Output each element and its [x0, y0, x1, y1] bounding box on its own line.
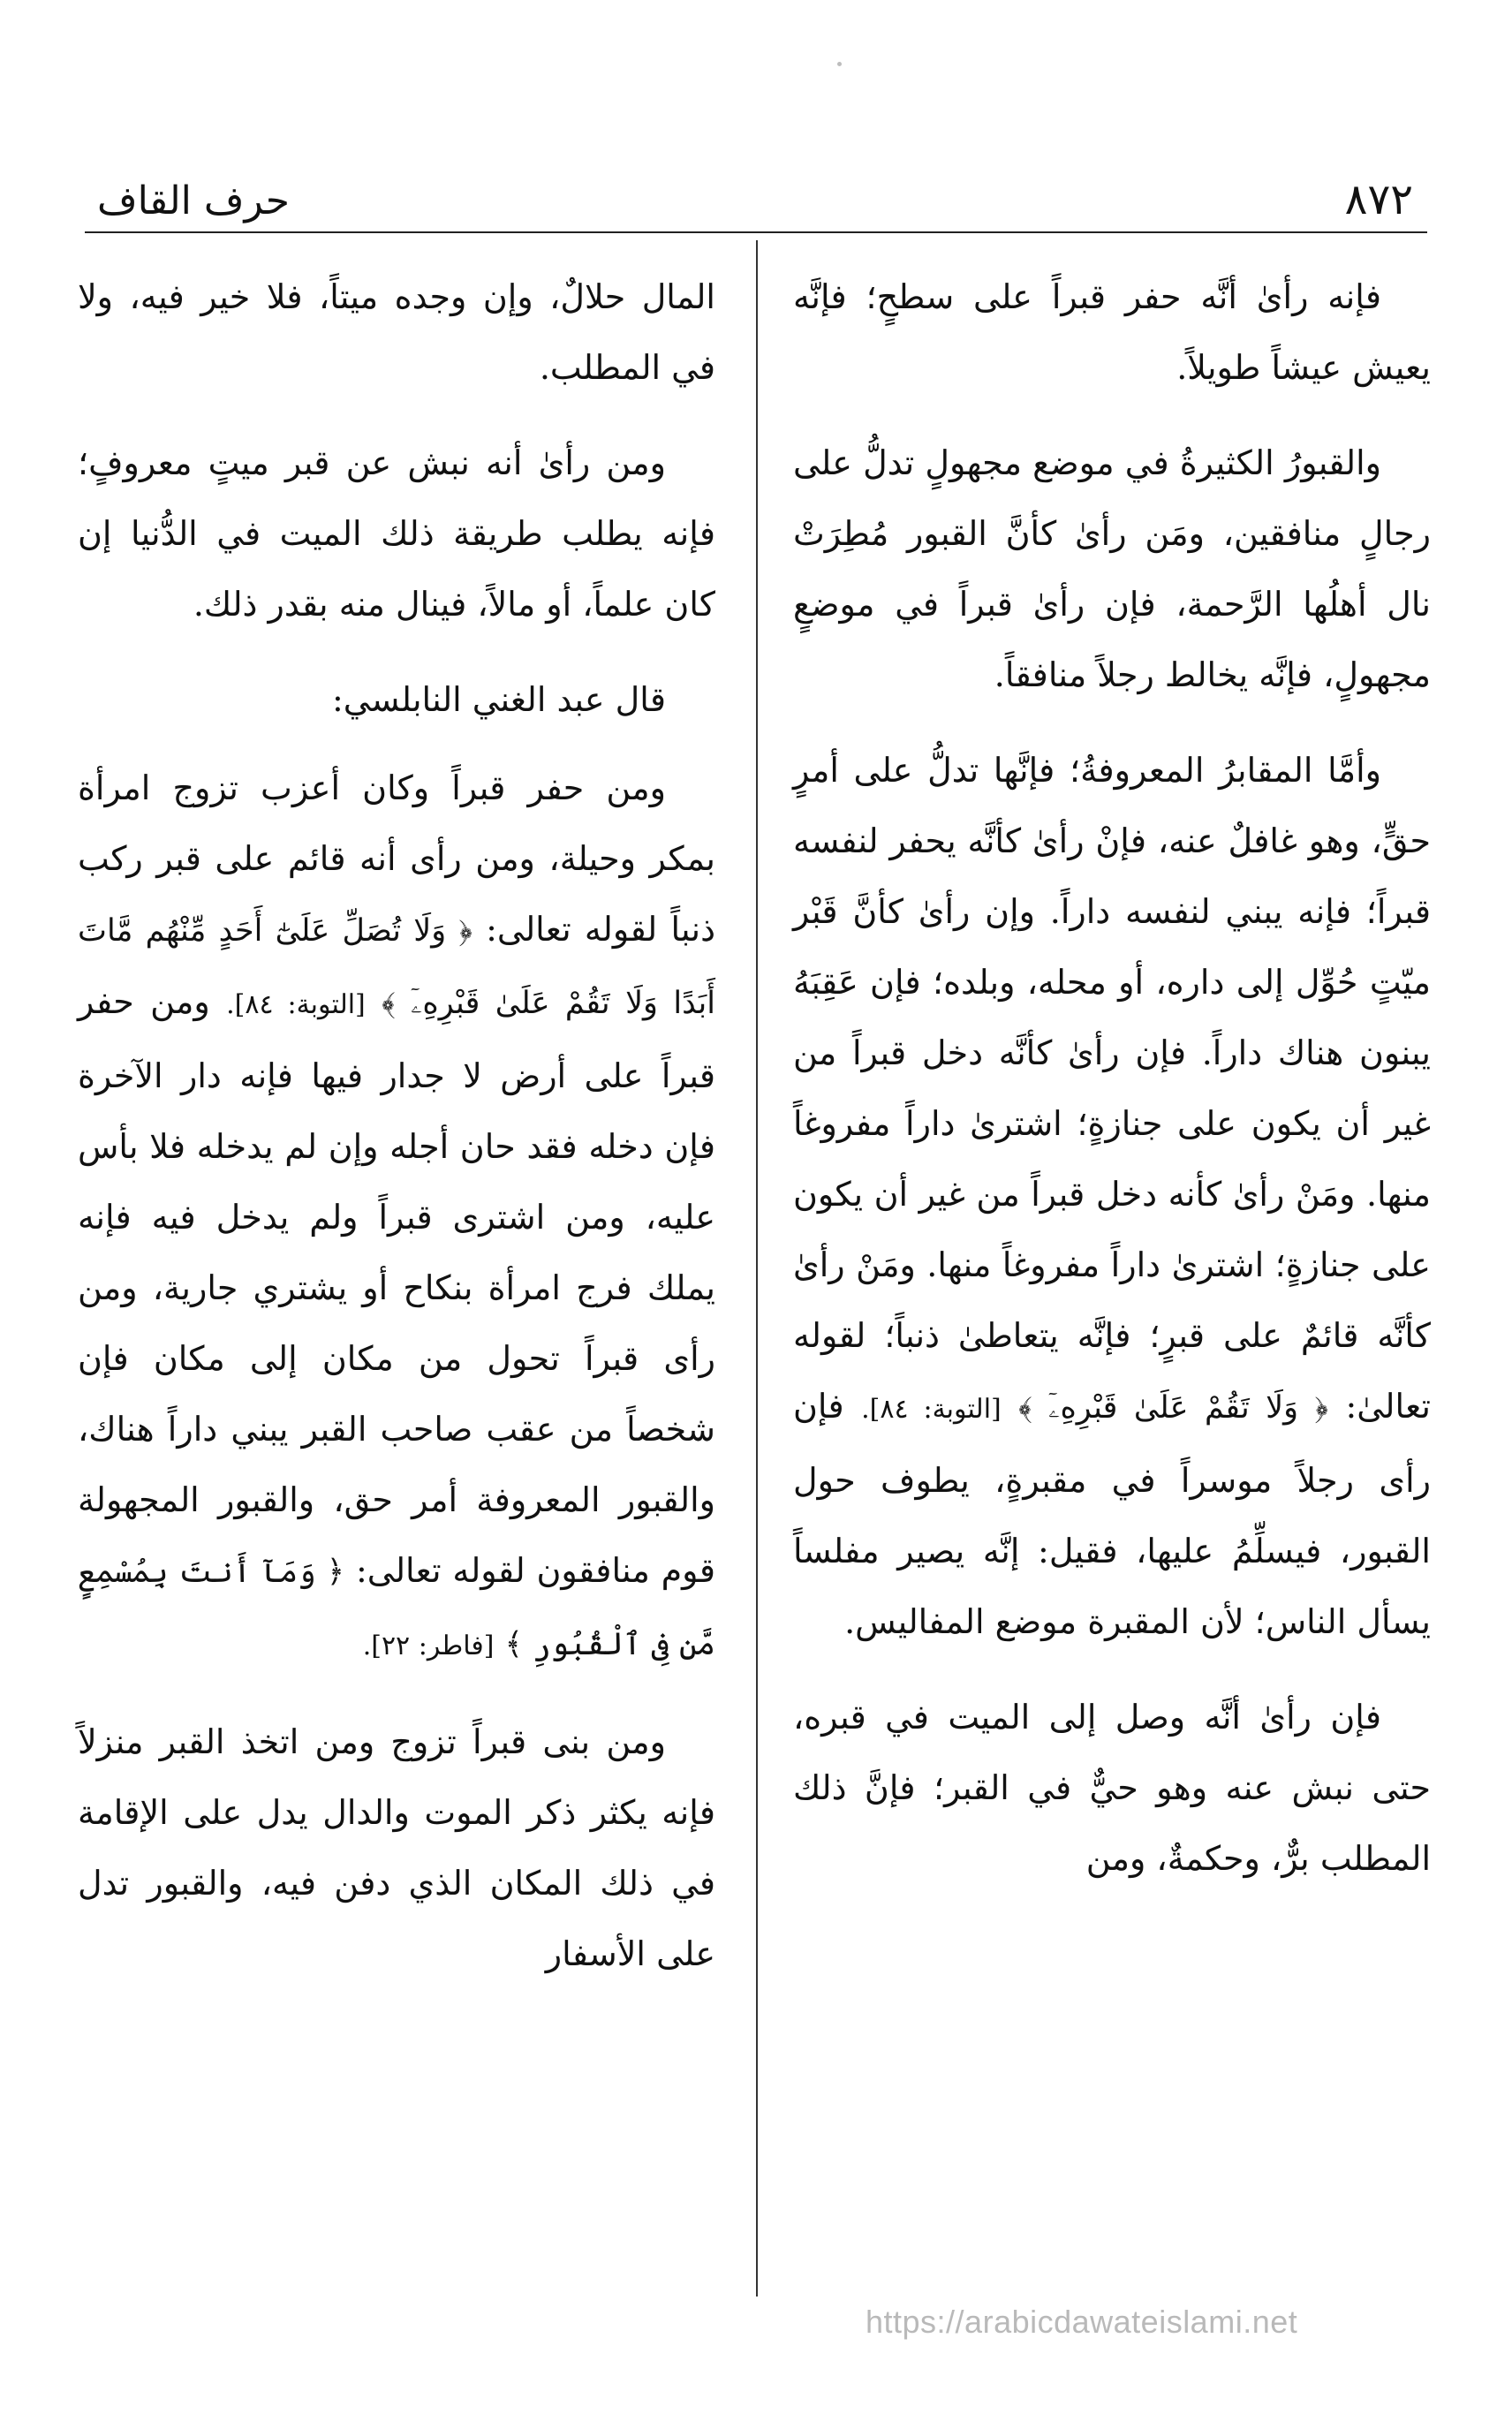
- page-header: [97, 157, 1413, 224]
- header-rule: [85, 231, 1427, 233]
- section-heading: قال عبد الغني النابلسي:: [332, 680, 666, 719]
- quran-verse: ﴿ وَمَآ أَنتَ بِمُسْمِعٍ مَّن فِى ٱلْقُبُورِ ﴾: [78, 1555, 715, 1662]
- paragraph: [793, 735, 1431, 1657]
- paragraph-text: فإن رأى رجلاً موسراً في مقبرةٍ، يطوف حول القبور، فيسلِّمُ عليها، فقيل: إنَّه يصير مفلساً يسأل الناس؛ لأن المقبرة موضع المفاليس.: [793, 1387, 1431, 1641]
- paragraph-text: ومن حفر قبراً على أرض لا جدار فيها فإنه دار الآخرة فإن دخله فقد حان أجله وإن لم يدخله فلا بأس عليه، ومن اشترى قبراً ولم يدخل فيه فإنه يملك فرج امرأة بنكاح أو يشتري جارية، ومن رأى قبراً تحول من مكان إلى مكان فإن شخصاً من عقب صاحب القبر يبني داراً هناك، والقبور المعروفة أمر حق، والقبور المجهولة قوم منافقون لقوله تعالى:: [78, 982, 716, 1590]
- verse-reference: [فاطر: ٢٢].: [362, 1631, 495, 1661]
- left-column: [78, 261, 715, 2014]
- paragraph: والقبورُ الكثيرةُ في موضع مجهولٍ تدلُّ على رجالٍ منافقين، ومَن رأىٰ كأنَّ القبور مُطِرَتْ نال أهلُها الرَّحمة، فإن رأىٰ قبراً في موضعٍ مجهولٍ، فإنَّه يخالط رجلاً منافقاً.: [793, 443, 1431, 694]
- scan-speck: [837, 62, 842, 66]
- quran-verse: ﴿ وَلَا تُصَلِّ عَلَىٰٓ أَحَدٍ مِّنْهُم مَّاتَ أَبَدًا وَلَا تَقُمْ عَلَىٰ قَبْرِهِۦٓ ﴾: [78, 913, 715, 1021]
- verse-reference: [التوبة: ٨٤].: [226, 989, 366, 1020]
- paragraph-text: ومن حفر قبراً وكان أعزب تزوج امرأة بمكر وحيلة، ومن رأى أنه قائم على قبر ركب ذنباً لقوله تعالى:: [78, 768, 715, 949]
- paragraph: ومن بنى قبراً تزوج ومن اتخذ القبر منزلاً فإنه يكثر ذكر الموت والدال يدل على الإقامة في ذلك المكان الذي دفن فيه، والقبور تدل على الأسفار: [78, 1722, 715, 1973]
- quran-verse: ﴿ وَلَا تَقُمْ عَلَىٰ قَبْرِهِۦٓ ﴾: [1018, 1390, 1329, 1426]
- paragraph: فإنه رأىٰ أنَّه حفر قبراً على سطحٍ؛ فإنَّه يعيش عيشاً طويلاً.: [793, 277, 1431, 387]
- column-divider: [756, 240, 758, 2297]
- paragraph: المال حلالٌ، وإن وجده ميتاً، فلا خير فيه، ولا في المطلب.: [78, 277, 715, 387]
- paragraph: ومن رأىٰ أنه نبش عن قبر ميتٍ معروفٍ؛ فإنه يطلب طريقة ذلك الميت في الدُّنيا إن كان علماً، أو مالاً، فينال منه بقدر ذلك.: [78, 443, 715, 624]
- verse-reference: [التوبة: ٨٤].: [861, 1394, 1002, 1425]
- paragraph: فإن رأىٰ أنَّه وصل إلى الميت في قبره، حتى نبش عنه وهو حيٌّ في القبر؛ فإنَّ ذلك المطلب برٌّ، وحكمةٌ، ومن: [793, 1698, 1431, 1878]
- right-column: [793, 261, 1431, 1918]
- paragraph-text: وأمَّا المقابرُ المعروفةُ؛ فإنَّها تدلُّ على أمرٍ حقٍّ، وهو غافلٌ عنه، فإنْ رأىٰ كأنَّه يحفر لنفسه قبراً؛ فإنه يبني لنفسه داراً. وإن رأىٰ كأنَّ قَبْر ميّتٍ حُوِّل إلى داره، أو محله، وبلده؛ فإن عَقِبَهُ يبنون هناك داراً. فإن رأىٰ كأنَّه دخل قبراً من غير أن يكون على جنازةٍ؛ اشترىٰ داراً مفروغاً منها. ومَنْ رأىٰ كأنه دخل قبراً من غير أن يكون على جنازةٍ؛ اشترىٰ داراً مفروغاً منها. ومَنْ رأىٰ كأنَّه قائمٌ على قبرٍ؛ فإنَّه يتعاطىٰ ذنباً؛ لقوله تعالىٰ:: [793, 751, 1431, 1426]
- watermark-url: https://arabicdawateislami.net: [866, 2304, 1298, 2340]
- page-number: ٨٧٢: [1344, 175, 1413, 224]
- paragraph: [78, 753, 715, 1682]
- chapter-title: حرف القاف: [97, 178, 290, 223]
